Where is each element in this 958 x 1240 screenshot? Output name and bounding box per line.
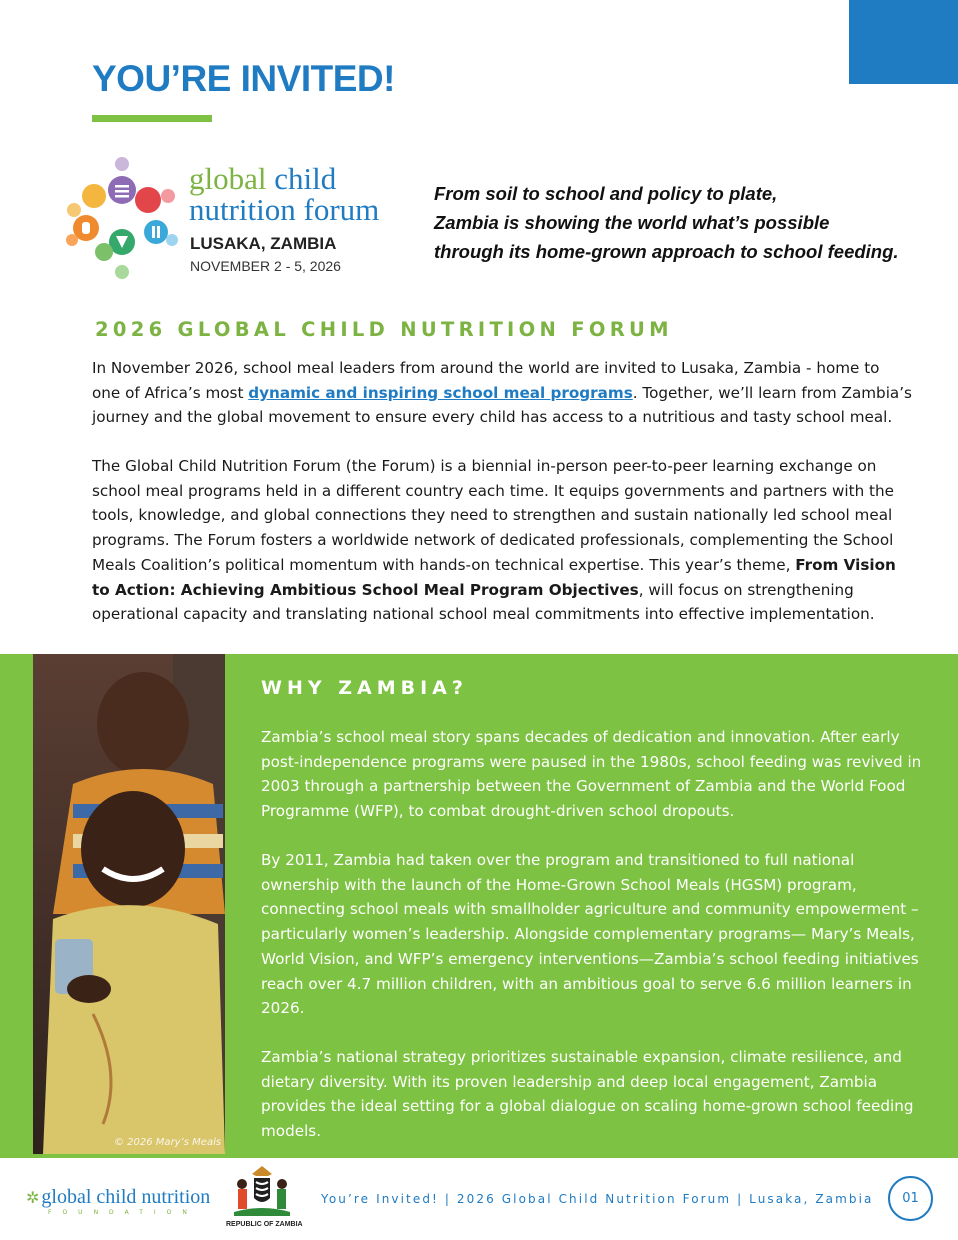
forum-description-text: The Global Child Nutrition Forum (the Forum) is a biennial in-person peer-to-peer learning exchange on school meal programs held in a different country each time. It equips governments and partners with the tools, knowledge, and global connections they need to strengthen and sustain nationally led school meal programs. The Forum fosters a worldwide network of dedicated professionals, complementing the School Meals Coalition’s political momentum with hands-on technical expertise. This year’s theme, [92, 457, 894, 574]
photo-credit: © 2026 Mary’s Meals [114, 1137, 222, 1148]
forum-intro-paragraph [92, 356, 912, 430]
title-underline [92, 115, 212, 122]
logo-city: LUSAKA, ZAMBIA [190, 234, 337, 253]
logo-word-child: child [274, 161, 337, 196]
tagline-line: From soil to school and policy to plate, [434, 183, 778, 204]
why-zambia-paragraph-3: Zambia’s national strategy prioritizes sustainable expansion, climate resilience, and dietary diversity. With its proven leadership and deep local engagement, Zambia provides the ideal setting for a global dialogue on scaling home-grown school feeding models. [261, 1048, 914, 1141]
why-zambia-paragraph-1: Zambia’s school meal story spans decades of dedication and innovation. After early post-independence programs were paused in the 1980s, school feeding was revived in 2003 through a partnership between the Government of Zambia and the World Food Programme (WFP), to combat drought-driven school dropouts. [261, 728, 922, 821]
forum-section-heading: 2026 GLOBAL CHILD NUTRITION FORUM [95, 318, 673, 341]
logo-dates: NOVEMBER 2 - 5, 2026 [190, 258, 341, 274]
forum-logo-icon [64, 152, 180, 282]
spark-icon: ✲ [26, 1190, 40, 1207]
school-meal-programs-link[interactable]: dynamic and inspiring school meal programs [248, 383, 633, 402]
children-photo [33, 654, 225, 1154]
tagline-line: through its home-grown approach to school feeding. [434, 241, 899, 262]
tagline [434, 179, 914, 266]
zambia-arms-label: REPUBLIC OF ZAMBIA [226, 1221, 303, 1228]
footer-running-text: You’re Invited! | 2026 Global Child Nutrition Forum | Lusaka, Zambia [321, 1192, 874, 1206]
why-zambia-paragraph-2: By 2011, Zambia had taken over the program and transitioned to full national ownership with the launch of the Home-Grown School Meals (HGSM) program, connecting school meals with smallholder agriculture and community empowerment – particularly women’s leadership. Alongside complementary programs— Mary’s Meals, World Vision, and WFP’s emergency interventions—Zambia’s school feeding initiatives reach over 4.7 million children, with an ambitious goal to serve 6.6 million learners in 2026. [261, 851, 919, 1018]
forum-description-text-end: , will focus on strengthening operational capacity and translating national school meal commitments into effective implementation. [92, 580, 875, 624]
forum-theme: From Vision to Action: Achieving Ambitious School Meal Program Objectives [92, 555, 896, 599]
corner-accent-block [849, 0, 958, 84]
page-number: 01 [888, 1176, 933, 1221]
forum-intro-text: In November 2026, school meal leaders from around the world are invited to Lusaka, Zambia - home to one of Africa’s most [92, 359, 880, 402]
zambia-coat-of-arms-icon [230, 1164, 294, 1220]
page-title: YOU’RE INVITED! [92, 58, 395, 99]
foundation-subtitle: FOUNDATION [48, 1209, 198, 1216]
why-zambia-heading: WHY ZAMBIA? [261, 677, 468, 699]
logo-word-global: global [189, 161, 267, 196]
forum-description-paragraph [92, 454, 912, 627]
forum-intro-text-end: . Together, we’ll learn from Zambia’s journey and the global movement to ensure every child has access to a nutritious and tasty school meal. [92, 383, 912, 427]
foundation-logo [26, 1186, 210, 1216]
logo-line-nutrition-forum: nutrition forum [189, 192, 380, 227]
foundation-name: global child nutrition [41, 1186, 211, 1208]
tagline-line: Zambia is showing the world what’s possible [434, 212, 830, 233]
forum-logo-wordmark [189, 163, 379, 225]
